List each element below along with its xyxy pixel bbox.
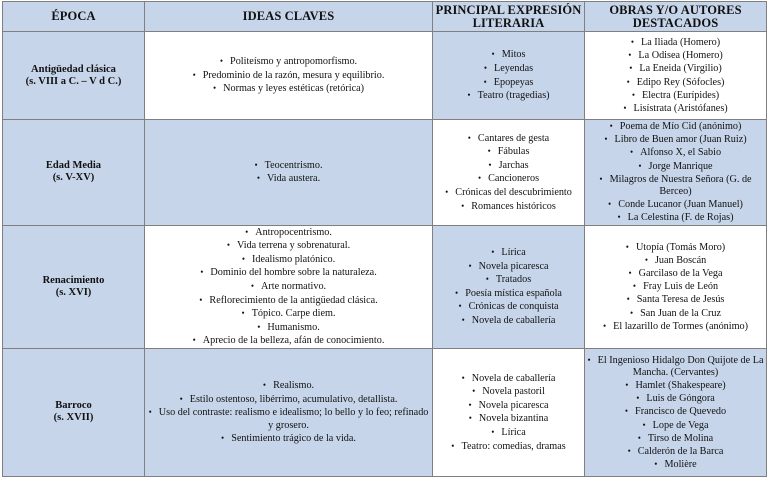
works-list: [587, 36, 764, 115]
row-edad-media: [3, 120, 767, 226]
list-item: • Reflorecimiento de la antigüedad clásica.: [147, 294, 430, 308]
list-item: • Jorge Manrique: [587, 160, 764, 173]
list-item: • Vida austera.: [147, 172, 430, 186]
list-item: • Cantares de gesta: [435, 132, 582, 146]
works-cell: [585, 32, 767, 120]
list-item: • Edipo Rey (Sófocles): [587, 76, 764, 89]
expression-list: [435, 48, 582, 102]
list-item: • Mitos: [435, 48, 582, 62]
list-item: • Vida terrena y sobrenatural.: [147, 239, 430, 253]
list-item: • Francisco de Quevedo: [587, 405, 764, 418]
list-item: • Crónicas de conquista: [435, 300, 582, 314]
row-antiguedad: [3, 32, 767, 120]
list-item: • Fray Luis de León: [587, 280, 764, 293]
list-item: • Leyendas: [435, 62, 582, 76]
list-item: • Teatro: comedias, dramas: [435, 440, 582, 454]
list-item: • Garcilaso de la Vega: [587, 267, 764, 280]
list-item: • Humanismo.: [147, 321, 430, 335]
list-item: • Poema de Mío Cid (anónimo): [587, 120, 764, 133]
header-literary-expression: PRINCIPAL EXPRESIÓN LITERARIA: [433, 2, 585, 32]
list-item: • Lope de Vega: [587, 419, 764, 432]
literature-periods-table: [2, 1, 767, 477]
header-epoch: ÉPOCA: [3, 2, 145, 32]
list-item: • La Celestina (F. de Rojas): [587, 211, 764, 224]
list-item: • Novela de caballería: [435, 372, 582, 386]
list-item: • Romances históricos: [435, 200, 582, 214]
list-item: • La Iliada (Homero): [587, 36, 764, 49]
works-cell: [585, 348, 767, 476]
works-list: [587, 241, 764, 333]
epoch-cell: [3, 348, 145, 476]
list-item: • Tirso de Molina: [587, 432, 764, 445]
row-renacimiento: [3, 225, 767, 348]
list-item: • Aprecio de la belleza, afán de conocimiento.: [147, 334, 430, 348]
epoch-name: Renacimiento: [42, 274, 105, 286]
list-item: • Teocentrismo.: [147, 159, 430, 173]
list-item: • Electra (Eurípides): [587, 89, 764, 102]
list-item: • Utopía (Tomás Moro): [587, 241, 764, 254]
list-item: • Teatro (tragedias): [435, 89, 582, 103]
list-item: • Lírica: [435, 246, 582, 260]
ideas-list: [147, 379, 430, 446]
list-item: • Cancioneros: [435, 172, 582, 186]
works-cell: [585, 225, 767, 348]
list-item: • Epopeyas: [435, 76, 582, 90]
expression-list: [435, 372, 582, 454]
expression-cell: [433, 225, 585, 348]
epoch-name: Barroco: [55, 400, 92, 412]
expression-cell: [433, 32, 585, 120]
list-item: • Politeísmo y antropomorfismo.: [147, 55, 430, 69]
works-list: [587, 120, 764, 225]
epoch-period: (s. VIII a C. – V d C.): [25, 75, 122, 87]
list-item: • La Odisea (Homero): [587, 49, 764, 62]
expression-list: [435, 132, 582, 214]
ideas-list: [147, 159, 430, 186]
list-item: • Luis de Góngora: [587, 392, 764, 405]
ideas-cell: [145, 120, 433, 226]
list-item: • Novela pastoril: [435, 385, 582, 399]
list-item: • Predominio de la razón, mesura y equilibrio.: [147, 69, 430, 83]
list-item: • Novela de caballería: [435, 314, 582, 328]
list-item: • Jarchas: [435, 159, 582, 173]
list-item: • Milagros de Nuestra Señora (G. de Berceo): [587, 173, 764, 198]
list-item: • Idealismo platónico.: [147, 253, 430, 267]
list-item: • Normas y leyes estéticas (retórica): [147, 82, 430, 96]
ideas-list: [147, 226, 430, 348]
epoch-cell: [3, 32, 145, 120]
list-item: • Alfonso X, el Sabio: [587, 146, 764, 159]
list-item: • San Juan de la Cruz: [587, 307, 764, 320]
list-item: • Sentimiento trágico de la vida.: [147, 432, 430, 446]
list-item: • Hamlet (Shakespeare): [587, 379, 764, 392]
epoch-name: Antigüedad clásica: [31, 63, 116, 75]
list-item: • La Eneida (Virgilio): [587, 62, 764, 75]
epoch-period: (s. V-XV): [52, 172, 95, 184]
list-item: • Lírica: [435, 426, 582, 440]
list-item: • Tratados: [435, 273, 582, 287]
list-item: • Calderón de la Barca: [587, 445, 764, 458]
list-item: • Novela picaresca: [435, 260, 582, 274]
list-item: • Dominio del hombre sobre la naturaleza.: [147, 266, 430, 280]
list-item: • Antropocentrismo.: [147, 226, 430, 240]
ideas-list: [147, 55, 430, 96]
ideas-cell: [145, 348, 433, 476]
header-row: [3, 2, 767, 32]
epoch-cell: [3, 120, 145, 226]
list-item: • Libro de Buen amor (Juan Ruiz): [587, 133, 764, 146]
list-item: • Conde Lucanor (Juan Manuel): [587, 198, 764, 211]
epoch-name: Edad Media: [45, 160, 102, 172]
row-barroco: [3, 348, 767, 476]
header-key-ideas: IDEAS CLAVES: [145, 2, 433, 32]
list-item: • Poesía mística española: [435, 287, 582, 301]
epoch-period: (s. XVI): [55, 286, 92, 298]
works-cell: [585, 120, 767, 226]
epoch-period: (s. XVII): [53, 412, 94, 424]
list-item: • Uso del contraste: realismo e idealismo; lo bello y lo feo; refinado y grosero.: [147, 406, 430, 432]
list-item: • Molière: [587, 458, 764, 471]
header-works-authors: OBRAS Y/O AUTORES DESTACADOS: [585, 2, 767, 32]
list-item: • Novela bizantina: [435, 412, 582, 426]
list-item: • Juan Boscán: [587, 254, 764, 267]
expression-cell: [433, 120, 585, 226]
list-item: • Fábulas: [435, 145, 582, 159]
list-item: • El lazarillo de Tormes (anónimo): [587, 320, 764, 333]
list-item: • Crónicas del descubrimiento: [435, 186, 582, 200]
list-item: • Estilo ostentoso, libérrimo, acumulativo, detallista.: [147, 393, 430, 407]
epoch-cell: [3, 225, 145, 348]
ideas-cell: [145, 32, 433, 120]
expression-cell: [433, 348, 585, 476]
list-item: • Realismo.: [147, 379, 430, 393]
list-item: • Tópico. Carpe diem.: [147, 307, 430, 321]
list-item: • Novela picaresca: [435, 399, 582, 413]
list-item: • Lisístrata (Aristófanes): [587, 102, 764, 115]
works-list: [587, 354, 764, 472]
expression-list: [435, 246, 582, 328]
ideas-cell: [145, 225, 433, 348]
list-item: • Arte normativo.: [147, 280, 430, 294]
list-item: • Santa Teresa de Jesús: [587, 293, 764, 306]
list-item: • El Ingenioso Hidalgo Don Quijote de La Mancha. (Cervantes): [587, 354, 764, 379]
